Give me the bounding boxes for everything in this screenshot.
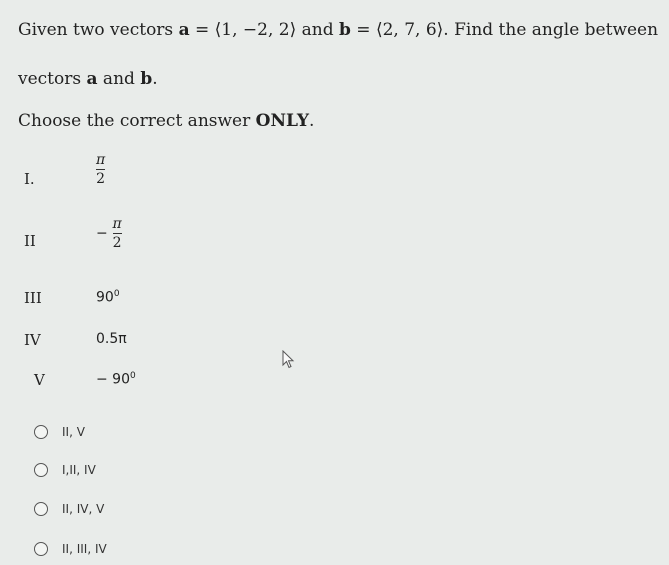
choice-value-ii [96,216,122,251]
choice-label-v: V [34,371,45,389]
choice-label-iii: III [24,289,42,307]
vector-a-value: ⟨1, −2, 2⟩ [214,20,297,40]
radio-button[interactable] [34,502,48,516]
fraction-neg-pi-over-2 [113,216,122,251]
answer-option-label: II, IV, V [62,502,105,516]
choice-value-i [96,152,105,187]
instruction-end: . [309,111,315,131]
mouse-cursor-icon [282,350,296,370]
line2-and: and [97,69,141,89]
equals-sign: = [189,20,215,40]
instruction-text: Choose the correct answer [18,111,256,131]
choice-value-iii [96,289,120,306]
fraction-denominator: 2 [96,171,106,187]
answer-option-4[interactable] [34,540,107,558]
fraction-bar [96,169,105,170]
degree-value: 90 [96,289,114,306]
and-text: and [296,20,339,40]
answer-option-label: II, V [62,425,85,439]
radio-button[interactable] [34,463,48,477]
question-text-end: . Find the angle between [443,20,659,40]
fraction-numerator: π [96,152,106,168]
choice-label-iv: IV [24,331,41,349]
vector-a-name: a [178,20,190,40]
fraction-bar [113,233,122,234]
line2-text: vectors [18,69,87,89]
minus-sign: − [96,225,108,242]
fraction-denominator: 2 [112,235,122,251]
choice-label-ii: II [24,232,36,250]
question-line-1 [18,20,658,40]
answer-option-3[interactable] [34,500,104,518]
answer-option-1[interactable] [34,423,85,441]
equals-sign-b: = [350,20,376,40]
degree-value: − 90 [96,371,130,388]
degree-superscript: 0 [113,289,120,299]
answer-option-label: I,II, IV [62,463,96,477]
question-text: Given two vectors [18,20,179,40]
degree-superscript: 0 [130,371,136,381]
radio-button[interactable] [34,542,48,556]
line2-a: a [86,69,98,89]
question-line-2 [18,69,158,89]
choice-label-i: I. [24,170,35,188]
instruction-bold: ONLY [255,111,309,131]
instruction-line [18,111,314,131]
line2-b: b [140,69,153,89]
answer-option-label: II, III, IV [62,542,107,556]
vector-b-value: ⟨2, 7, 6⟩ [375,20,444,40]
vector-b-name: b [339,20,351,40]
radio-button[interactable] [34,425,48,439]
fraction-numerator: π [112,216,122,232]
choice-value-v [96,371,136,388]
fraction-pi-over-2 [96,152,105,187]
line2-end: . [152,69,158,89]
choice-value-iv: 0.5π [96,331,127,347]
answer-option-2[interactable] [34,461,96,479]
